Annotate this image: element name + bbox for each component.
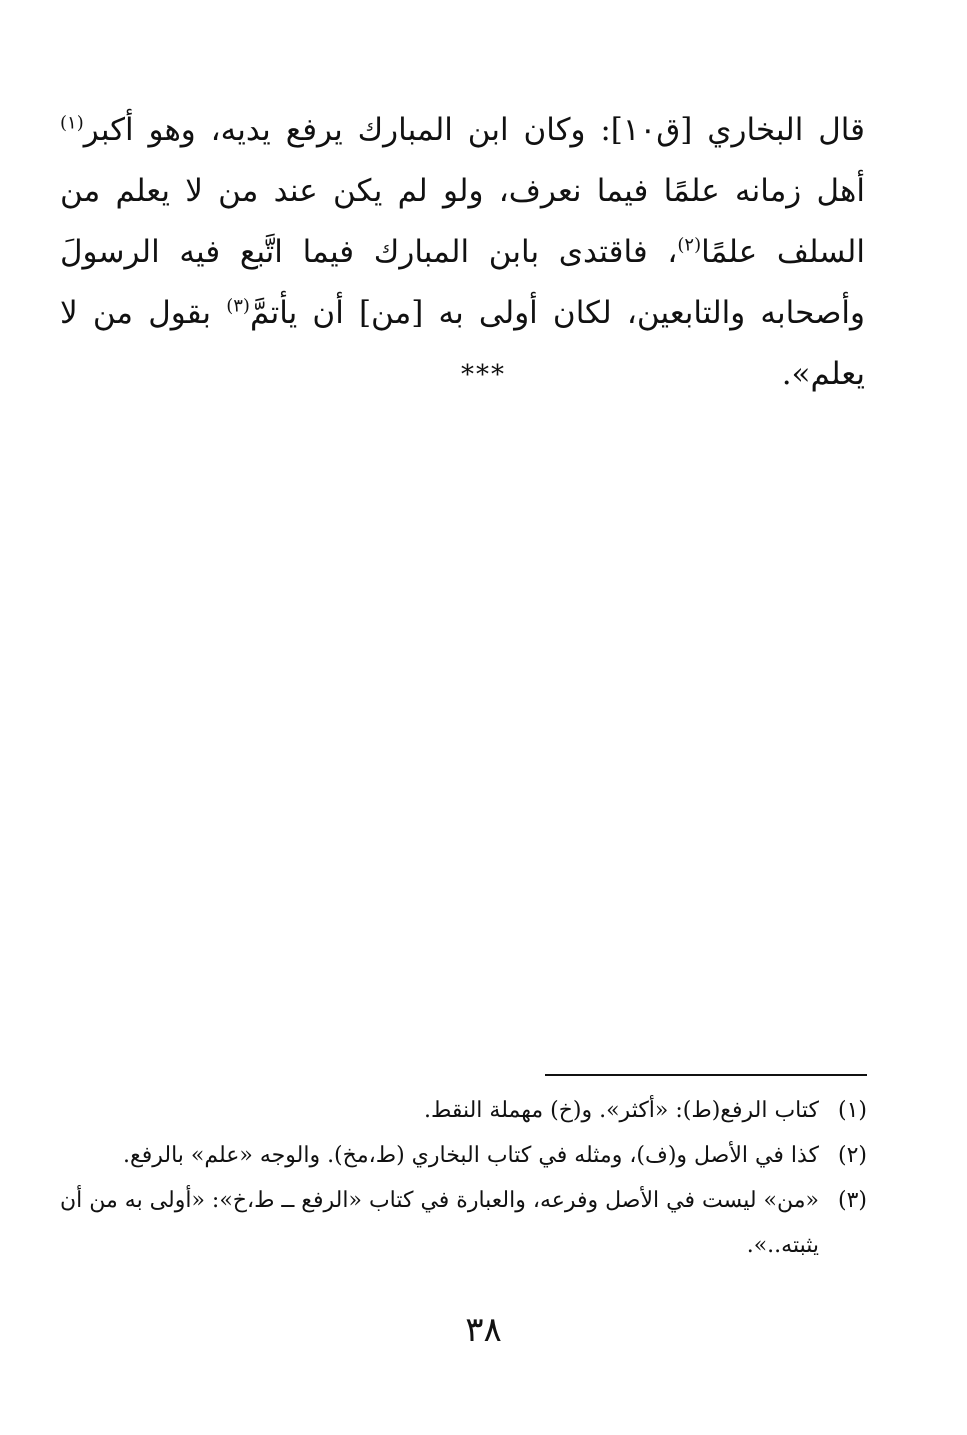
- paragraph-segment-4: بقول من لا يعلم».: [60, 295, 865, 392]
- footnote-number: (١): [837, 1098, 867, 1123]
- page-number: ٣٨: [465, 1310, 502, 1350]
- footnote-number: (٢): [837, 1143, 867, 1168]
- paragraph-segment-1: قال البخاري [ق١٠]: وكان ابن المبارك يرفع يديه، وهو أكبر: [83, 112, 866, 148]
- footnote-ref-2: (٢): [677, 234, 702, 256]
- footnote-number: (٣): [837, 1188, 867, 1213]
- footnote-1: [60, 1088, 867, 1133]
- footnote-divider: [545, 1074, 867, 1076]
- footnote-2: [60, 1133, 867, 1178]
- footnote-text: كذا في الأصل و(ف)، ومثله في كتاب البخاري (ط،مخ). والوجه «علم» بالرفع.: [123, 1143, 819, 1168]
- footnotes: [60, 1088, 867, 1268]
- paragraph-segment-2: أهل زمانه علمًا فيما نعرف، ولو لم يكن عند من لا يعلم من السلف علمًا: [60, 173, 865, 270]
- footnote-3: [60, 1178, 867, 1268]
- paragraph-segment-3: ، فاقتدى بابن المبارك فيما اتَّبع فيه الرسولَ وأصحابه والتابعين، لكان أولى به [من] أن يأتمَّ: [60, 234, 865, 331]
- footnote-text: «من» ليست في الأصل وفرعه، والعبارة في كتاب «الرفع ــ ط،خ»: «أولى به من أن يثبته..».: [59, 1188, 819, 1258]
- footnote-ref-3: (٣): [226, 295, 250, 317]
- footnote-text: كتاب الرفع(ط): «أكثر». و(خ) مهملة النقط.: [423, 1098, 819, 1123]
- section-separator: ***: [461, 360, 506, 390]
- footnote-ref-1: (١): [60, 112, 84, 134]
